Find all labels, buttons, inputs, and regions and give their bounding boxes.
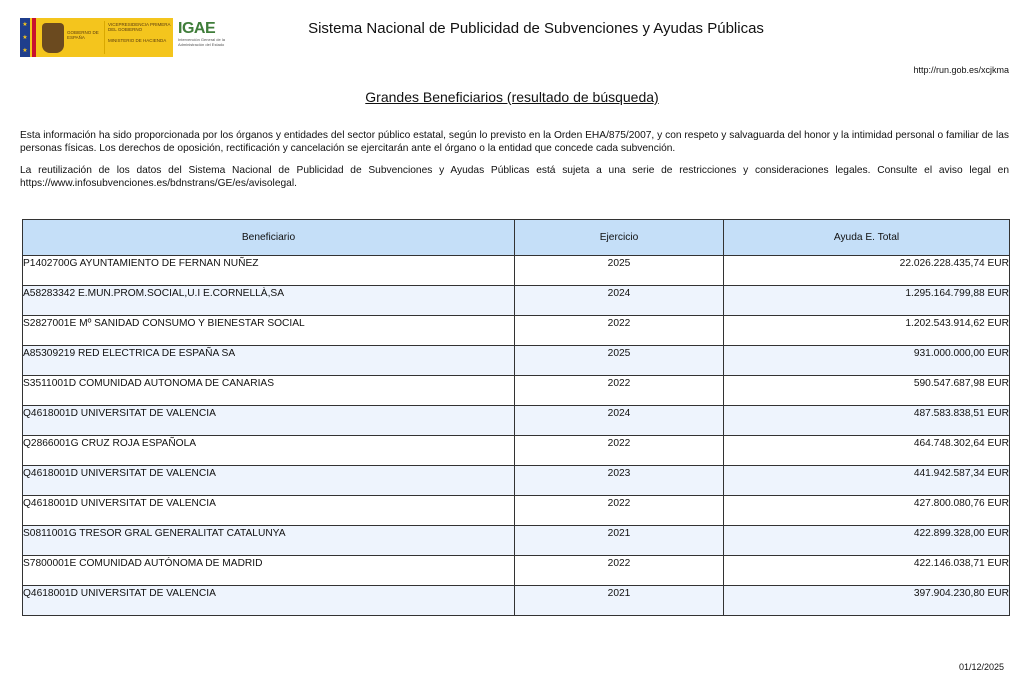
cell-ayuda: 427.800.080,76 EUR (724, 496, 1010, 526)
cell-ayuda: 931.000.000,00 EUR (724, 346, 1010, 376)
cell-ejercicio: 2025 (515, 256, 724, 286)
report-date: 01/12/2025 (958, 662, 1004, 672)
cell-beneficiario: S7800001E COMUNIDAD AUTÓNOMA DE MADRID (23, 556, 515, 586)
table-row (23, 586, 1010, 616)
column-header-ayuda: Ayuda E. Total (724, 220, 1010, 256)
cell-ayuda: 590.547.687,98 EUR (724, 376, 1010, 406)
legal-notice: La reutilización de los datos del Sistema Nacional de Publicidad de Subvenciones y Ayudas Públicas está sujeta a una serie de restricciones y consideraciones legales. Consulte el aviso legal en https://www.infosubvenciones.es/bdnstrans/GE/es/avisolegal. (20, 165, 1009, 189)
cell-ejercicio: 2022 (515, 376, 724, 406)
ministry-text: MINISTERIO DE HACIENDA (108, 38, 167, 43)
cell-ejercicio: 2025 (515, 346, 724, 376)
cell-beneficiario: Q4618001D UNIVERSITAT DE VALENCIA (23, 496, 515, 526)
table-row (23, 496, 1010, 526)
vice-presidency-text: VICEPRESIDENCIA PRIMERA DEL GOBIERNO (108, 22, 171, 32)
cell-beneficiario: Q4618001D UNIVERSITAT DE VALENCIA (23, 406, 515, 436)
eu-stars-icon: ★ ★ ★ (20, 18, 30, 57)
cell-ejercicio: 2022 (515, 316, 724, 346)
table-row (23, 406, 1010, 436)
cell-beneficiario: S0811001G TRESOR GRAL GENERALITAT CATALUNYA (23, 526, 515, 556)
cell-ayuda: 22.026.228.435,74 EUR (724, 256, 1010, 286)
cell-ejercicio: 2024 (515, 406, 724, 436)
cell-beneficiario: Q4618001D UNIVERSITAT DE VALENCIA (23, 466, 515, 496)
cell-ejercicio: 2023 (515, 466, 724, 496)
table-row (23, 556, 1010, 586)
cell-beneficiario: S3511001D COMUNIDAD AUTONOMA DE CANARIAS (23, 376, 515, 406)
column-header-ejercicio: Ejercicio (515, 220, 724, 256)
government-text: GOBIERNO DE ESPAÑA (67, 30, 99, 40)
table-row (23, 316, 1010, 346)
cell-beneficiario: A58283342 E.MUN.PROM.SOCIAL,U.I E.CORNELLÀ,SA (23, 286, 515, 316)
cell-beneficiario: Q4618001D UNIVERSITAT DE VALENCIA (23, 586, 515, 616)
cell-ayuda: 487.583.838,51 EUR (724, 406, 1010, 436)
column-header-beneficiario: Beneficiario (23, 220, 515, 256)
cell-ayuda: 1.295.164.799,88 EUR (724, 286, 1010, 316)
cell-beneficiario: Q2866001G CRUZ ROJA ESPAÑOLA (23, 436, 515, 466)
table-row (23, 466, 1010, 496)
table-row (23, 256, 1010, 286)
table-row (23, 346, 1010, 376)
cell-ejercicio: 2021 (515, 586, 724, 616)
cell-beneficiario: P1402700G AYUNTAMIENTO DE FERNAN NUÑEZ (23, 256, 515, 286)
page-title: Grandes Beneficiarios (resultado de búsqueda) (365, 89, 659, 105)
cell-ayuda: 422.899.328,00 EUR (724, 526, 1010, 556)
cell-beneficiario: S2827001E Mº SANIDAD CONSUMO Y BIENESTAR SOCIAL (23, 316, 515, 346)
igae-mark: IGAE (178, 20, 216, 37)
app-title: Sistema Nacional de Publicidad de Subvenciones y Ayudas Públicas (308, 20, 764, 37)
igae-caption: Intervención General de la Administración del Estado (178, 37, 225, 47)
short-url-link[interactable]: http://run.gob.es/xcjkma (913, 65, 1009, 75)
cell-ejercicio: 2024 (515, 286, 724, 316)
cell-ayuda: 397.904.230,80 EUR (724, 586, 1010, 616)
cell-beneficiario: A85309219 RED ELECTRICA DE ESPAÑA SA (23, 346, 515, 376)
table-row (23, 436, 1010, 466)
privacy-notice: Esta información ha sido proporcionada por los órganos y entidades del sector público estatal, según lo previsto en la Orden EHA/875/2007, y con respeto y salvaguarda del honor y la intimidad personal o familiar de las personas físicas. Los derechos de oposición, rectificación y cancelación se ejercitarán ante el órgano o la entidad que concede cada subvención. (20, 130, 1009, 154)
cell-ayuda: 422.146.038,71 EUR (724, 556, 1010, 586)
cell-ayuda: 1.202.543.914,62 EUR (724, 316, 1010, 346)
cell-ayuda: 464.748.302,64 EUR (724, 436, 1010, 466)
cell-ayuda: 441.942.587,34 EUR (724, 466, 1010, 496)
table-row (23, 376, 1010, 406)
table-header-row (23, 220, 1010, 256)
cell-ejercicio: 2021 (515, 526, 724, 556)
beneficiaries-table (22, 219, 1010, 616)
table-row (23, 286, 1010, 316)
cell-ejercicio: 2022 (515, 436, 724, 466)
cell-ejercicio: 2022 (515, 556, 724, 586)
table-row (23, 526, 1010, 556)
cell-ejercicio: 2022 (515, 496, 724, 526)
